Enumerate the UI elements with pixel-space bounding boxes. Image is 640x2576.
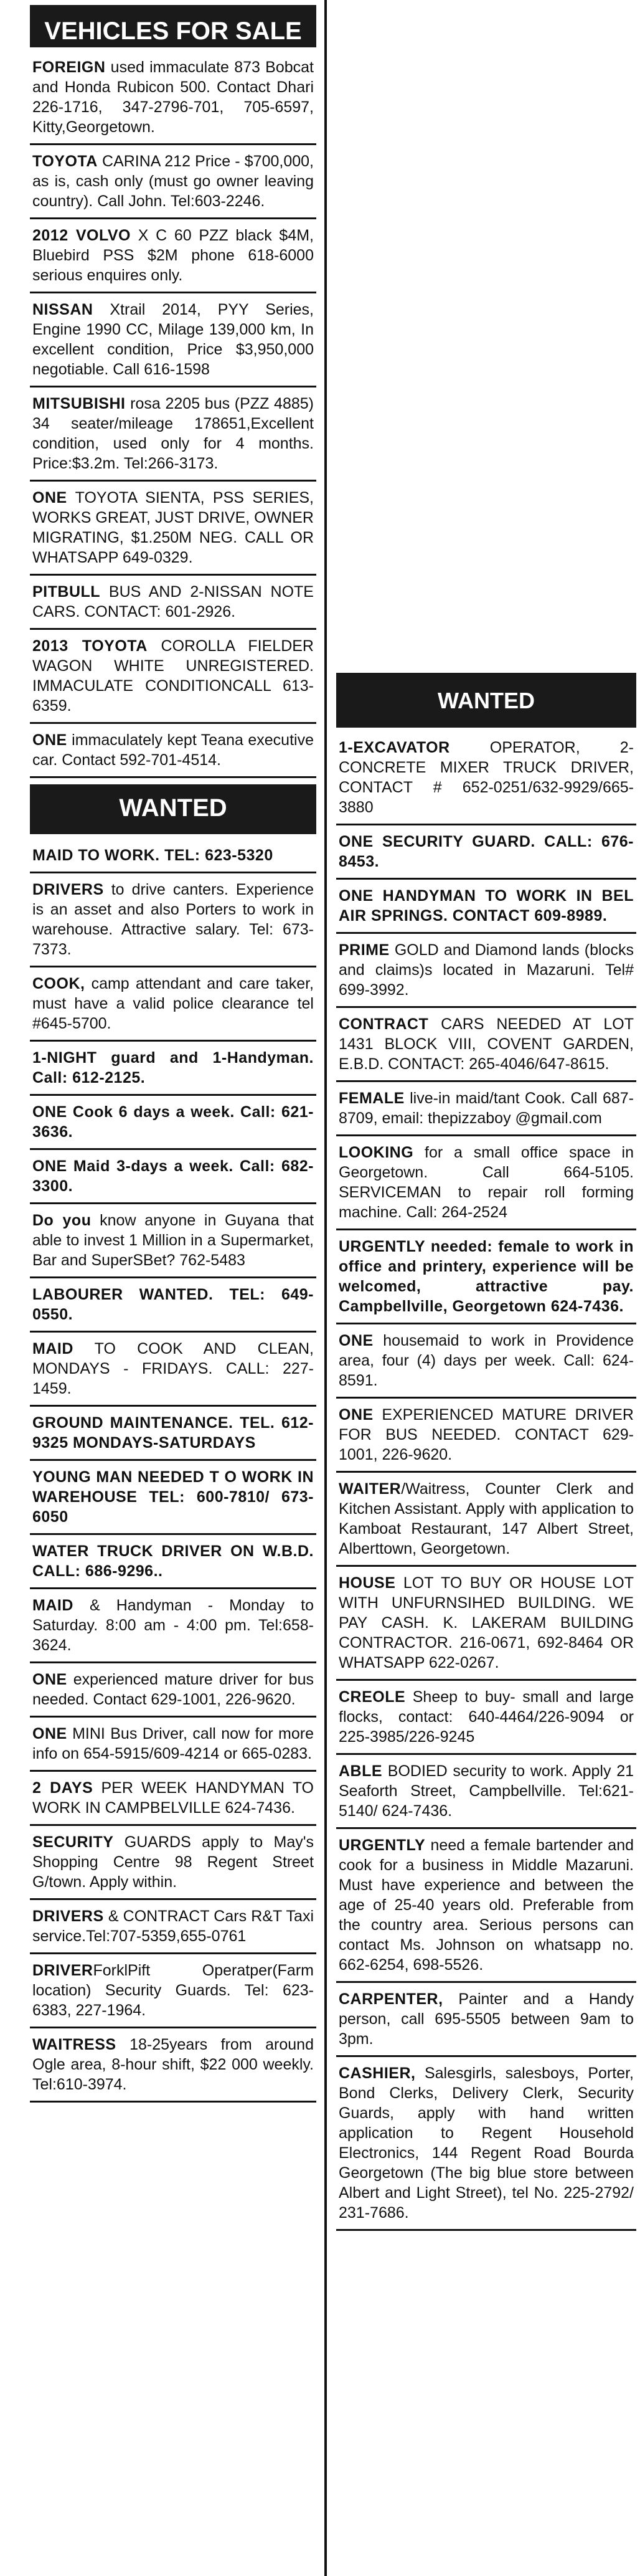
ad-body-text: Sheep to buy- small and large flocks, contact: 640-4464/226-9094 or 225-3985/226-9245 xyxy=(339,1688,634,1746)
vehicle-ad xyxy=(30,387,316,482)
ad-lead-text: COOK, xyxy=(32,975,85,992)
wanted-ad xyxy=(336,1829,636,1983)
wanted-ad xyxy=(336,1681,636,1755)
ad-lead-text: PRIME xyxy=(339,941,390,959)
vehicle-ad xyxy=(30,482,316,576)
vehicle-ad xyxy=(30,630,316,724)
ad-body-text: used immaculate 873 Bobcat and Honda Rubicon 500. Contact Dhari 226-1716, 347-2796-701, 705-6597, Kitty,Georgetown. xyxy=(32,59,314,136)
wanted-ad xyxy=(336,2057,636,2231)
right-column xyxy=(336,0,636,2231)
vehicle-ad xyxy=(30,724,316,778)
ad-lead-text: FEMALE xyxy=(339,1090,405,1107)
wanted-ad xyxy=(336,880,636,934)
vehicles-for-sale-header: VEHICLES FOR SALE xyxy=(30,5,316,47)
ad-lead-text: 2012 VOLVO xyxy=(32,227,131,244)
ad-body-text: X C 60 PZZ black $4M, Bluebird PSS $2M phone 618-6000 serious enquires only. xyxy=(32,227,314,284)
ad-lead-text: DRIVERS xyxy=(32,881,104,898)
ad-lead-text: ONE Maid 3-days a week. Call: 682-3300. xyxy=(32,1157,314,1195)
ad-body-text: EXPERIENCED MATURE DRIVER FOR BUS NEEDED. CONTACT 629-1001, 226-9620. xyxy=(339,1406,634,1463)
ad-body-text: Salesgirls, salesboys, Porter, Bond Clerks, Delivery Clerk, Security Guards, apply with hand written application to Regent Household Electronics, 144 Regent Road Bourda Georgetown (The big blue store between Albert and Light Street), tel No. 225-2792/ 231-7686. xyxy=(339,2065,634,2222)
ad-body-text: rosa 2205 bus (PZZ 4885) 34 seater/mileage 178651,Excellent condition, used only for 4 months. Price:$3.2m. Tel:266-3173. xyxy=(32,395,314,472)
ad-lead-text: CONTRACT xyxy=(339,1015,429,1033)
ad-body-text: experienced mature driver for bus needed. Contact 629-1001, 226-9620. xyxy=(32,1671,314,1708)
wanted-ad xyxy=(30,873,316,967)
ad-body-text: TO COOK AND CLEAN, MONDAYS - FRIDAYS. CALL: 227-1459. xyxy=(32,1340,314,1397)
ad-lead-text: CASHIER, xyxy=(339,2065,416,2082)
wanted-ad xyxy=(336,1136,636,1230)
ad-lead-text: 2 DAYS xyxy=(32,1779,93,1797)
wanted-ad xyxy=(336,1324,636,1399)
wanted-ad xyxy=(30,1772,316,1826)
vehicle-ad xyxy=(30,219,316,293)
wanted-ad xyxy=(30,2028,316,2103)
wanted-ad xyxy=(30,839,316,873)
wanted-ad xyxy=(336,1755,636,1829)
ad-lead-text: WATER TRUCK DRIVER ON W.B.D. CALL: 686-9296.. xyxy=(32,1542,314,1580)
ad-lead-text: ONE xyxy=(32,1725,67,1742)
ad-body-text: Painter and a Handy person, call 695-5505 between 9am to 3pm. xyxy=(339,1990,634,2048)
wanted-ad xyxy=(30,1407,316,1461)
ad-lead-text: CARPENTER, xyxy=(339,1990,443,2008)
left-column xyxy=(30,0,316,2103)
wanted-ad xyxy=(30,967,316,1042)
vehicle-ad xyxy=(30,145,316,219)
ad-body-text: live-in maid/tant Cook. Call 687-8709, email: thepizzaboy @gmail.com xyxy=(339,1090,634,1127)
wanted-ad xyxy=(30,1718,316,1772)
wanted-ad xyxy=(30,1589,316,1663)
ad-body-text: know anyone in Guyana that able to invest 1 Million in a Supermarket, Bar and SuperSBet? 762-5483 xyxy=(32,1212,314,1269)
column-divider xyxy=(324,0,327,2576)
ad-body-text: need a female bartender and cook for a business in Middle Mazaruni. Must have experience and between the age of 25-40 years old. Preferable from the country area. Serious persons can contact Ms. Johnson on whatsapp no. 662-6254, 698-5526. xyxy=(339,1837,634,1974)
ad-lead-text: ONE SECURITY GUARD. CALL: 676-8453. xyxy=(339,833,634,870)
wanted-ad xyxy=(336,1008,636,1082)
ad-body-text: COROLLA FIELDER WAGON WHITE UNREGISTERED. IMMACULATE CONDITIONCALL 613-6359. xyxy=(32,637,314,715)
ad-body-text: & CONTRACT Cars R&T Taxi service.Tel:707-5359,655-0761 xyxy=(32,1908,314,1945)
ad-lead-text: HOUSE xyxy=(339,1574,396,1592)
ad-lead-text: URGENTLY needed: female to work in office and printery, experience will be welcomed, attractive pay. Campbellville, Georgetown 624-7436. xyxy=(339,1238,634,1315)
ad-body-text: housemaid to work in Providence area, four (4) days per week. Call: 624-8591. xyxy=(339,1332,634,1389)
ad-lead-text: WAITER xyxy=(339,1480,402,1498)
wanted-ad xyxy=(336,1983,636,2057)
ad-lead-text: 2013 TOYOTA xyxy=(32,637,148,655)
ad-lead-text: LOOKING xyxy=(339,1144,414,1161)
ad-body-text: MINI Bus Driver, call now for more info on 654-5915/609-4214 or 665-0283. xyxy=(32,1725,314,1762)
ad-lead-text: WAITRESS xyxy=(32,2036,116,2053)
ad-body-text: PER WEEK HANDYMAN TO WORK IN CAMPBELVILLE 624-7436. xyxy=(32,1779,314,1817)
wanted-ads-list-right xyxy=(336,731,636,2231)
ad-body-text: 18-25years from around Ogle area, 8-hour shift, $22 000 weekly. Tel:610-3974. xyxy=(32,2036,314,2093)
ad-lead-text: Do you xyxy=(32,1212,92,1229)
wanted-ads-list-left xyxy=(30,839,316,2103)
vehicles-ads-list xyxy=(30,51,316,778)
wanted-header-left: WANTED xyxy=(30,784,316,834)
ad-lead-text: CREOLE xyxy=(339,1688,406,1706)
wanted-header-right: WANTED xyxy=(336,673,636,728)
wanted-ad xyxy=(336,1399,636,1473)
vehicle-ad xyxy=(30,51,316,145)
ad-body-text: /Waitress, Counter Clerk and Kitchen Assistant. Apply with application to Kamboat Restaurant, 147 Albert Street, Alberttown, Georgetown. xyxy=(339,1480,634,1557)
wanted-ad xyxy=(336,1567,636,1681)
wanted-ad xyxy=(336,1230,636,1324)
wanted-ad xyxy=(30,1150,316,1204)
ad-lead-text: LABOURER WANTED. TEL: 649-0550. xyxy=(32,1286,314,1323)
wanted-ad xyxy=(30,1826,316,1900)
ad-lead-text: GROUND MAINTENANCE. TEL. 612-9325 MONDAYS-SATURDAYS xyxy=(32,1414,314,1452)
ad-body-text: GOLD and Diamond lands (blocks and claims)s located in Mazaruni. Tel# 699-3992. xyxy=(339,941,634,999)
ad-lead-text: YOUNG MAN NEEDED T O WORK IN WAREHOUSE TEL: 600-7810/ 673-6050 xyxy=(32,1468,314,1526)
wanted-ad xyxy=(30,1204,316,1278)
ad-lead-text: ONE Cook 6 days a week. Call: 621-3636. xyxy=(32,1103,314,1141)
ad-lead-text: MAID xyxy=(32,1597,73,1614)
ad-body-text: for a small office space in Georgetown. Call 664-5105. SERVICEMAN to repair roll forming machine. Call: 264-2524 xyxy=(339,1144,634,1221)
ad-body-text: GUARDS apply to May's Shopping Centre 98 Regent Street G/town. Apply within. xyxy=(32,1833,314,1891)
ad-lead-text: 1-NIGHT guard and 1-Handyman. Call: 612-2125. xyxy=(32,1049,314,1086)
ad-lead-text: MITSUBISHI xyxy=(32,395,126,412)
ad-body-text: OPERATOR, 2- CONCRETE MIXER TRUCK DRIVER, CONTACT # 652-0251/632-9929/665-3880 xyxy=(339,739,634,816)
vehicle-ad xyxy=(30,293,316,387)
ad-lead-text: ONE xyxy=(32,489,67,506)
wanted-ad xyxy=(336,934,636,1008)
ad-lead-text: MAID TO WORK. TEL: 623-5320 xyxy=(32,847,273,864)
ad-body-text: TOYOTA SIENTA, PSS SERIES, WORKS GREAT, JUST DRIVE, OWNER MIGRATING, $1.250M NEG. CALL OR WHATSAPP 649-0329. xyxy=(32,489,314,566)
ad-lead-text: ONE xyxy=(339,1406,374,1423)
ad-lead-text: TOYOTA xyxy=(32,153,98,170)
ad-body-text: ForklPift Operatper(Farm location) Security Guards. Tel: 623-6383, 227-1964. xyxy=(32,1962,314,2019)
ad-body-text: & Handyman - Monday to Saturday. 8:00 am - 4:00 pm. Tel:658-3624. xyxy=(32,1597,314,1654)
wanted-ad xyxy=(336,731,636,825)
wanted-ad xyxy=(30,1333,316,1407)
ad-body-text: BODIED security to work. Apply 21 Seaforth Street, Campbellville. Tel:621-5140/ 624-7436. xyxy=(339,1762,634,1820)
ad-lead-text: ONE xyxy=(32,731,67,749)
ad-lead-text: 1-EXCAVATOR xyxy=(339,739,450,756)
ad-body-text: camp attendant and care taker, must have a valid police clearance tel #645-5700. xyxy=(32,975,314,1032)
ad-body-text: Xtrail 2014, PYY Series, Engine 1990 CC, Milage 139,000 km, In excellent condition, Price $3,950,000 negotiable. Call 616-1598 xyxy=(32,301,314,378)
ad-lead-text: ABLE xyxy=(339,1762,383,1780)
wanted-ad xyxy=(30,1900,316,1954)
ad-lead-text: ONE xyxy=(32,1671,67,1688)
ad-lead-text: ONE xyxy=(339,1332,374,1349)
ad-body-text: immaculately kept Teana executive car. Contact 592-701-4514. xyxy=(32,731,314,769)
ad-lead-text: DRIVERS xyxy=(32,1908,104,1925)
ad-body-text: CARINA 212 Price - $700,000, as is, cash only (must go owner leaving country). Call John. Tel:603-2246. xyxy=(32,153,314,210)
ad-lead-text: DRIVER xyxy=(32,1962,93,1979)
ad-body-text: to drive canters. Experience is an asset and also Porters to work in warehouse. Attractive salary. Tel: 673-7373. xyxy=(32,881,314,958)
wanted-ad xyxy=(30,1096,316,1150)
ad-body-text: CARS NEEDED AT LOT 1431 BLOCK VIII, COVENT GARDEN, E.B.D. CONTACT: 265-4046/647-8615. xyxy=(339,1015,634,1073)
vehicle-ad xyxy=(30,576,316,630)
wanted-ad xyxy=(336,1473,636,1567)
ad-lead-text: SECURITY xyxy=(32,1833,114,1851)
wanted-ad xyxy=(336,825,636,880)
wanted-ad xyxy=(336,1082,636,1136)
ad-lead-text: NISSAN xyxy=(32,301,93,318)
wanted-ad xyxy=(30,1535,316,1589)
ad-lead-text: FOREIGN xyxy=(32,59,106,76)
ad-lead-text: MAID xyxy=(32,1340,73,1357)
ad-lead-text: PITBULL xyxy=(32,583,101,601)
ad-lead-text: ONE HANDYMAN TO WORK IN BEL AIR SPRINGS. CONTACT 609-8989. xyxy=(339,887,634,924)
ad-body-text: BUS AND 2-NISSAN NOTE CARS. CONTACT: 601-2926. xyxy=(32,583,314,620)
ad-body-text: LOT TO BUY OR HOUSE LOT WITH UNFURNSIHED BUILDING. WE PAY CASH. K. LAKERAM BUILDING CONTRACTOR. 216-0671, 692-8464 OR WHATSAPP 622-0267. xyxy=(339,1574,634,1671)
wanted-ad xyxy=(30,1042,316,1096)
wanted-ad xyxy=(30,1461,316,1535)
wanted-ad xyxy=(30,1663,316,1718)
ad-lead-text: URGENTLY xyxy=(339,1837,426,1854)
wanted-ad xyxy=(30,1278,316,1333)
wanted-ad xyxy=(30,1954,316,2028)
